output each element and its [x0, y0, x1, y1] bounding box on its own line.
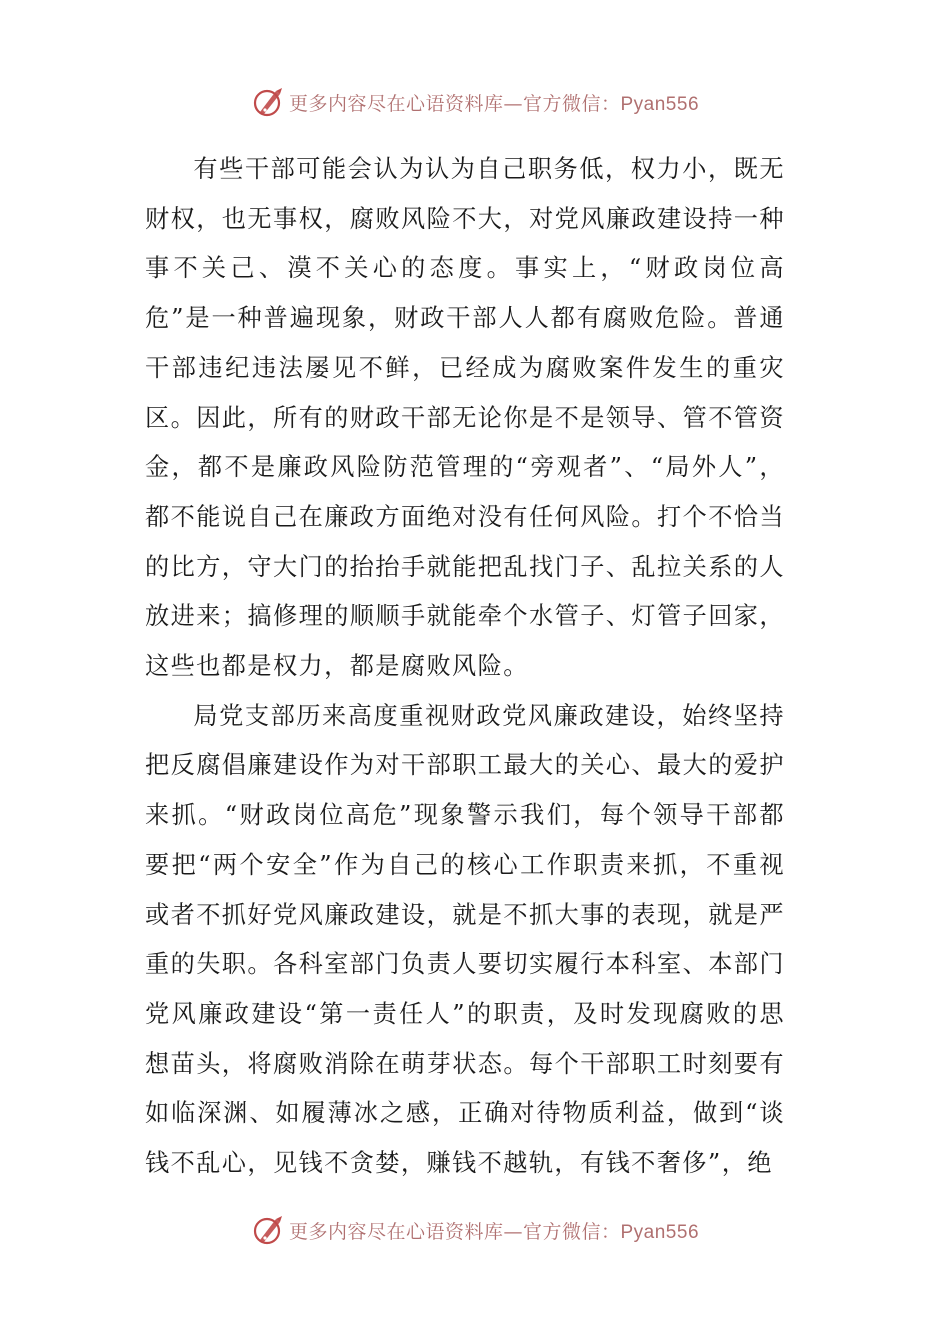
footer-wechat-id: Pyan556 — [620, 1221, 700, 1243]
pen-nib-circle-icon — [251, 1213, 285, 1247]
pen-nib-circle-icon — [251, 85, 285, 119]
header-banner-text: 更多内容尽在心语资料库—官方微信：Pyan556 — [288, 92, 700, 115]
header-banner — [0, 82, 950, 122]
paragraph-1: 有些干部可能会认为认为自己职务低，权力小，既无财权，也无事权，腐败风险不大，对党风廉政建设持一种事不关己、漠不关心的态度。事实上，“财政岗位高危”是一种普遍现象，财政干部人人都有腐败危险。普通干部违纪违法屡见不鲜，已经成为腐败案件发生的重灾区。因此，所有的财政干部无论你是不是领导、管不管资金，都不是廉政风险防范管理的“旁观者”、“局外人”，都不能说自己在廉政方面绝对没有任何风险。打个不恰当的比方，守大门的抬抬手就能把乱找门子、乱拉关系的人放进来；搞修理的顺顺手就能牵个水管子、灯管子回家，这些也都是权力，都是腐败风险。 — [145, 155, 785, 681]
paragraph-2: 局党支部历来高度重视财政党风廉政建设，始终坚持把反腐倡廉建设作为对干部职工最大的关心、最大的爱护来抓。“财政岗位高危”现象警示我们，每个领导干部都要把“两个安全”作为自己的核心工作职责来抓，不重视或者不抓好党风廉政建设，就是不抓大事的表现，就是严重的失职。各科室部门负责人要切实履行本科室、本部门党风廉政建设“第一责任人”的职责，及时发现腐败的思想苗头，将腐败消除在萌芽状态。每个干部职工时刻要有如临深渊、如履薄冰之感，正确对待物质利益，做到“谈钱不乱心，见钱不贪婪，赚钱不越轨，有钱不奢侈”，绝 — [145, 701, 785, 1178]
footer-banner-text: 更多内容尽在心语资料库—官方微信：Pyan556 — [288, 1220, 700, 1243]
footer-banner — [0, 1210, 950, 1250]
document-body — [145, 145, 785, 1189]
header-wechat-id: Pyan556 — [620, 93, 700, 115]
